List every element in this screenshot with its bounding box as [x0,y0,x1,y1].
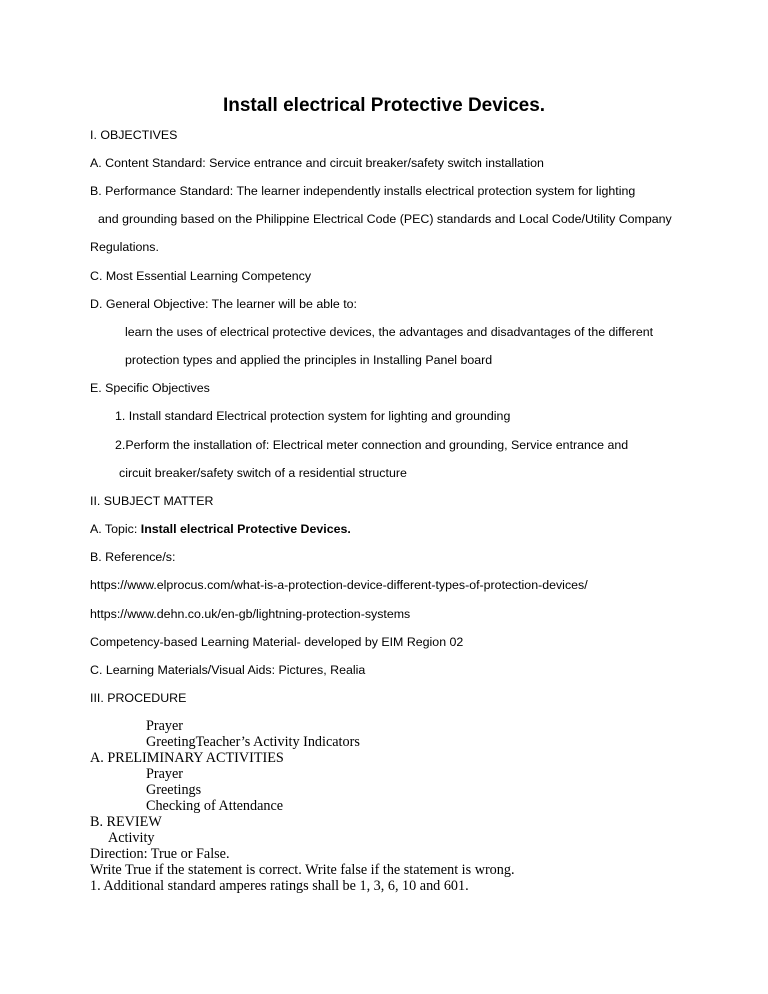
procedure-line: Activity [108,830,155,846]
specific-objective-2-line1: 2.Perform the installation of: Electrical meter connection and grounding, Service entrance and [115,438,629,452]
content-standard: A. Content Standard: Service entrance and circuit breaker/safety switch installation [90,156,544,170]
objectives-heading: I. OBJECTIVES [90,128,178,142]
procedure-line: Greetings [146,782,202,798]
procedure-line: Checking of Attendance [146,798,284,814]
general-objective-line1: learn the uses of electrical protective devices, the advantages and disadvantages of the different [125,325,654,339]
reference-3: Competency-based Learning Material- developed by EIM Region 02 [90,635,464,649]
procedure-line: Direction: True or False. [90,846,230,862]
specific-objective-1: 1. Install standard Electrical protection system for lighting and grounding [115,409,511,423]
procedure-line: Prayer [146,718,184,734]
specific-objective-2-line2: circuit breaker/safety switch of a residential structure [119,466,407,480]
specific-objectives-heading: E. Specific Objectives [90,381,210,395]
subject-matter-heading: II. SUBJECT MATTER [90,494,214,508]
learning-competency: C. Most Essential Learning Competency [90,269,312,283]
document-title: Install electrical Protective Devices. [222,95,546,116]
reference-link-2[interactable]: https://www.dehn.co.uk/en-gb/lightning-protection-systems [90,607,411,621]
general-objective-line2: protection types and applied the principles in Installing Panel board [125,353,493,367]
procedure-line: GreetingTeacher’s Activity Indicators [146,734,360,750]
performance-standard-line2: and grounding based on the Philippine Electrical Code (PEC) standards and Local Code/Utility Company [98,212,672,226]
performance-standard-line1: B. Performance Standard: The learner independently installs electrical protection system for lighting [90,184,636,198]
general-objective: D. General Objective: The learner will be able to: [90,297,357,311]
procedure-line: Prayer [146,766,184,782]
procedure-heading: III. PROCEDURE [90,691,187,705]
procedure-line: 1. Additional standard amperes ratings shall be 1, 3, 6, 10 and 601. [90,878,469,894]
procedure-line: A. PRELIMINARY ACTIVITIES [90,750,284,766]
procedure-line: Write True if the statement is correct. Write false if the statement is wrong. [90,862,515,878]
topic-value: Install electrical Protective Devices. [140,522,351,536]
topic-line [90,521,351,537]
performance-standard-line3: Regulations. [90,240,159,254]
reference-link-1[interactable]: https://www.elprocus.com/what-is-a-protection-device-different-types-of-protection-devices/ [90,578,588,592]
learning-materials: C. Learning Materials/Visual Aids: Pictures, Realia [90,663,366,677]
topic-label: A. Topic: [90,522,141,536]
procedure-line: B. REVIEW [90,814,162,830]
reference-label: B. Reference/s: [90,550,176,564]
